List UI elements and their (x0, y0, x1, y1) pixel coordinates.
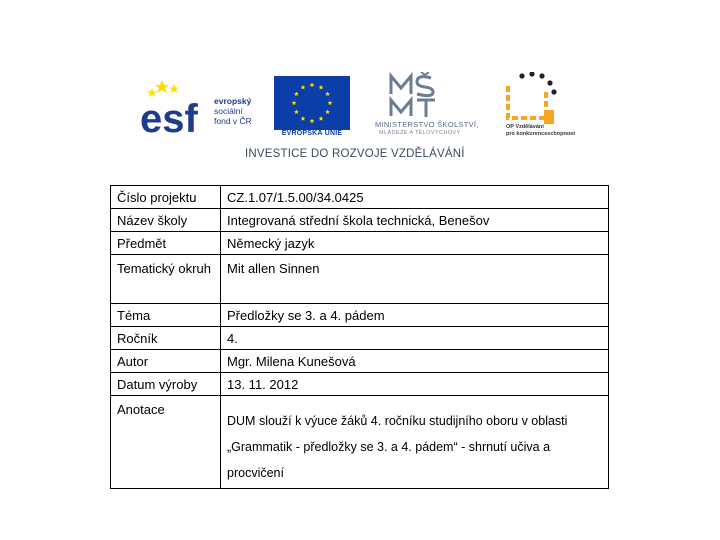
op-mark-icon (502, 72, 558, 126)
esf-logo (140, 76, 265, 138)
row-label: Téma (111, 304, 221, 327)
esf-caption: evropský sociální fond v ČR (214, 96, 252, 126)
row-label: Ročník (111, 327, 221, 350)
row-label: Číslo projektu (111, 186, 221, 209)
row-value: 13. 11. 2012 (221, 373, 609, 396)
esf-mark-icon (140, 76, 210, 138)
msmt-mark-icon (387, 72, 439, 120)
eu-logo (274, 76, 350, 140)
investice-slogan: INVESTICE DO ROZVOJE VZDĚLÁVÁNÍ (245, 148, 465, 160)
table-row (111, 209, 609, 232)
msmt-logo (375, 72, 485, 138)
op-logo (502, 72, 582, 142)
table-row (111, 373, 609, 396)
eu-flag-icon (274, 76, 350, 130)
row-value: DUM slouží k výuce žáků 4. ročníku studijního oboru v oblasti „Grammatik - předložky se 3. a 4. pádem“ - shrnutí učiva a procvičení (221, 396, 609, 489)
row-value: Integrovaná střední škola technická, Benešov (221, 209, 609, 232)
row-value: Mit allen Sinnen (221, 255, 609, 304)
table-row (111, 186, 609, 209)
row-value: Mgr. Milena Kunešová (221, 350, 609, 373)
row-label: Anotace (111, 396, 221, 489)
row-value: Předložky se 3. a 4. pádem (221, 304, 609, 327)
row-value: CZ.1.07/1.5.00/34.0425 (221, 186, 609, 209)
table-row (111, 350, 609, 373)
table-row (111, 255, 609, 304)
logo-strip (140, 72, 580, 168)
row-label: Tematický okruh (111, 255, 221, 304)
table-row (111, 304, 609, 327)
row-value: 4. (221, 327, 609, 350)
row-label: Autor (111, 350, 221, 373)
op-caption: OP Vzdělávání pro konkurenceschopnost (506, 124, 576, 137)
row-label: Předmět (111, 232, 221, 255)
table-row (111, 327, 609, 350)
svg-text:esf: esf (140, 97, 198, 138)
project-info-table (110, 185, 609, 489)
table-row (111, 396, 609, 489)
msmt-caption-2: MLÁDEŽE A TĚLOVÝCHOVY (379, 130, 461, 136)
msmt-caption-1: MINISTERSTVO ŠKOLSTVÍ, (375, 120, 479, 129)
eu-caption: EVROPSKÁ UNIE (281, 130, 343, 137)
row-label: Název školy (111, 209, 221, 232)
table-row (111, 232, 609, 255)
row-value: Německý jazyk (221, 232, 609, 255)
row-label: Datum výroby (111, 373, 221, 396)
